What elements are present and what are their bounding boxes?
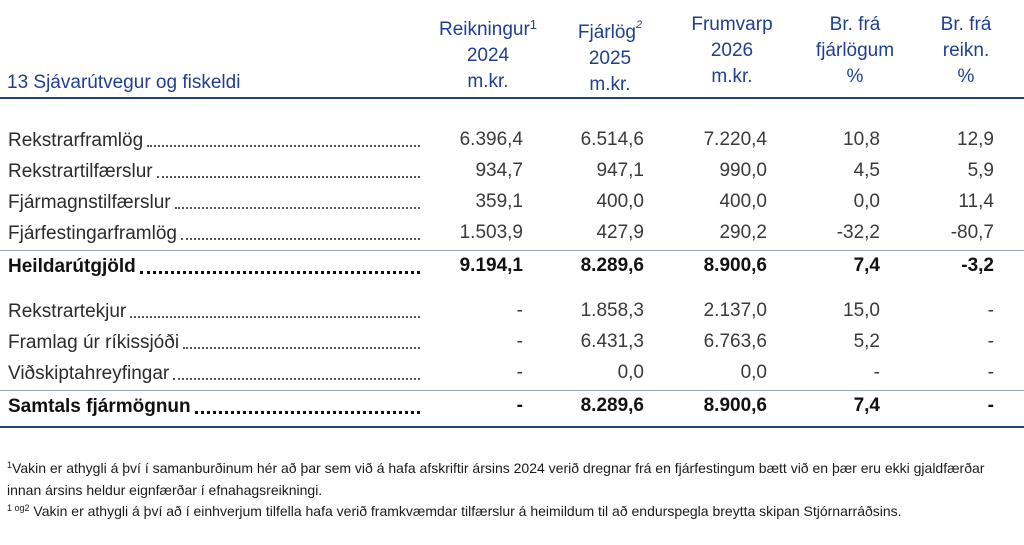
cell-fjarlog: 8.289,6 <box>580 395 644 416</box>
column-header-line2: 2024 <box>466 45 510 66</box>
footnote-1 <box>7 454 1019 501</box>
cell-reikningur: - <box>516 331 523 352</box>
table-row <box>0 159 1024 187</box>
row-label-text: Fjárfestingarframlög <box>8 223 177 244</box>
cell-frumvarp: 6.763,6 <box>703 331 767 352</box>
cell-br-fjarlogum: 7,4 <box>853 395 880 416</box>
row-label-text: Viðskiptahreyfingar <box>8 363 170 384</box>
cell-frumvarp: 8.900,6 <box>703 255 767 276</box>
row-label-text: Rekstrarframlög <box>8 130 144 151</box>
column-header-reikningur <box>426 12 550 95</box>
cell-br-fjarlogum: 7,4 <box>853 255 880 276</box>
footnote-marker: 1 <box>7 460 13 470</box>
column-header-line1: Br. frá <box>829 14 881 35</box>
row-label <box>8 221 420 245</box>
table-row <box>0 361 1024 389</box>
column-header-unit: m.kr. <box>711 66 753 87</box>
row-label-text: Samtals fjármögnun <box>8 396 191 417</box>
column-header-frumvarp <box>672 12 792 90</box>
cell-br-fjarlogum: 15,0 <box>843 300 880 321</box>
total-separator <box>0 250 1024 251</box>
column-header-unit: m.kr. <box>467 71 509 92</box>
cell-reikningur: 1.503,9 <box>459 222 523 243</box>
cell-fjarlog: 6.514,6 <box>580 129 644 150</box>
leader-dots <box>140 271 420 274</box>
row-label <box>8 128 420 152</box>
footnote-2 <box>7 497 1019 522</box>
table-row <box>0 190 1024 218</box>
row-label-text: Rekstrartilfærslur <box>8 161 153 182</box>
cell-br-reikn: - <box>987 362 994 383</box>
column-header-unit: % <box>846 66 864 87</box>
leader-dots <box>157 176 420 178</box>
cell-fjarlog: 6.431,3 <box>580 331 644 352</box>
leader-dots <box>147 145 420 147</box>
cell-frumvarp: 290,2 <box>719 222 767 243</box>
cell-frumvarp: 8.900,6 <box>703 395 767 416</box>
row-label <box>8 330 420 354</box>
table-bottom-rule <box>0 426 1024 428</box>
row-label <box>8 361 420 385</box>
table-row-total <box>0 394 1024 422</box>
table-row <box>0 221 1024 249</box>
column-header-line1: Reikningur <box>438 19 530 40</box>
cell-frumvarp: 990,0 <box>719 160 767 181</box>
cell-fjarlog: 8.289,6 <box>580 255 644 276</box>
footnote-text: Vakin er athygli á því í samanburðinum hér að þar sem við á hafa afskriftir ársins 2024 verið dregnar frá en fjárfestingum bætt við en þær eru ekki gjaldfærðar innan ársins heldur eignfærðar í efnahagsreikningi. <box>7 460 985 498</box>
table-row <box>0 299 1024 327</box>
cell-fjarlog: 0,0 <box>617 362 644 383</box>
total-separator <box>0 390 1024 391</box>
cell-reikningur: - <box>516 395 523 416</box>
footnote-marker: 1 <box>529 17 538 32</box>
cell-br-fjarlogum: 10,8 <box>843 129 880 150</box>
column-header-line1: Frumvarp <box>691 14 773 35</box>
row-label-text: Rekstrartekjur <box>8 301 127 322</box>
cell-br-reikn: - <box>987 331 994 352</box>
cell-reikningur: - <box>516 362 523 383</box>
table-row-total <box>0 254 1024 282</box>
column-header-line2: reikn. <box>942 40 990 61</box>
leader-dots <box>130 316 420 318</box>
cell-br-fjarlogum: - <box>873 362 880 383</box>
row-label <box>8 254 420 278</box>
column-header-unit: m.kr. <box>589 74 631 95</box>
column-header-br-fjarlogum <box>796 12 914 90</box>
cell-reikningur: 934,7 <box>475 160 523 181</box>
section-title: 13 Sjávarútvegur og fiskeldi <box>7 72 241 93</box>
row-label <box>8 394 420 418</box>
cell-br-reikn: - <box>987 395 994 416</box>
column-header-line1: Br. frá <box>940 14 992 35</box>
leader-dots <box>175 207 420 209</box>
row-label <box>8 299 420 323</box>
row-label <box>8 190 420 214</box>
cell-br-reikn: -80,7 <box>950 222 994 243</box>
column-header-fjarlog <box>552 12 668 98</box>
footnote-marker: 1 og2 <box>7 503 30 513</box>
leader-dots <box>173 378 420 380</box>
column-header-line1: Fjárlög <box>577 22 636 43</box>
row-label <box>8 159 420 183</box>
column-header-br-reikn <box>916 12 1016 90</box>
column-header-line2: fjárlögum <box>815 40 895 61</box>
cell-reikningur: 6.396,4 <box>459 129 523 150</box>
cell-fjarlog: 400,0 <box>596 191 644 212</box>
column-header-line2: 2026 <box>710 40 754 61</box>
cell-br-reikn: - <box>987 300 994 321</box>
cell-reikningur: 359,1 <box>475 191 523 212</box>
cell-br-reikn: -3,2 <box>961 255 994 276</box>
cell-br-fjarlogum: 5,2 <box>853 331 880 352</box>
table-row <box>0 330 1024 358</box>
footnote-text: Vakin er athygli á því að í einhverjum tilfella hafa verið framkvæmdar tilfærslur á heimildum til að endurspegla breytta skipan Stjórnarráðsins. <box>33 503 902 519</box>
cell-br-reikn: 12,9 <box>957 129 994 150</box>
row-label-text: Heildarútgjöld <box>8 256 136 277</box>
row-label-text: Fjármagnstilfærslur <box>8 192 171 213</box>
column-header-unit: % <box>957 66 975 87</box>
cell-br-fjarlogum: 0,0 <box>853 191 880 212</box>
cell-frumvarp: 0,0 <box>740 362 767 383</box>
cell-frumvarp: 2.137,0 <box>703 300 767 321</box>
column-header-line2: 2025 <box>588 48 632 69</box>
table-row <box>0 128 1024 156</box>
row-label-text: Framlag úr ríkissjóði <box>8 332 180 353</box>
footnote-marker: 2 <box>635 19 643 31</box>
cell-fjarlog: 1.858,3 <box>580 300 644 321</box>
leader-dots <box>195 411 420 414</box>
leader-dots <box>181 238 420 240</box>
cell-fjarlog: 427,9 <box>596 222 644 243</box>
cell-br-reikn: 11,4 <box>958 191 994 212</box>
cell-br-fjarlogum: 4,5 <box>853 160 880 181</box>
cell-reikningur: - <box>516 300 523 321</box>
cell-fjarlog: 947,1 <box>596 160 644 181</box>
cell-br-reikn: 5,9 <box>967 160 994 181</box>
cell-frumvarp: 7.220,4 <box>703 129 767 150</box>
header-rule <box>0 97 1024 99</box>
leader-dots <box>183 347 420 349</box>
cell-br-fjarlogum: -32,2 <box>836 222 880 243</box>
cell-frumvarp: 400,0 <box>719 191 767 212</box>
cell-reikningur: 9.194,1 <box>459 255 523 276</box>
